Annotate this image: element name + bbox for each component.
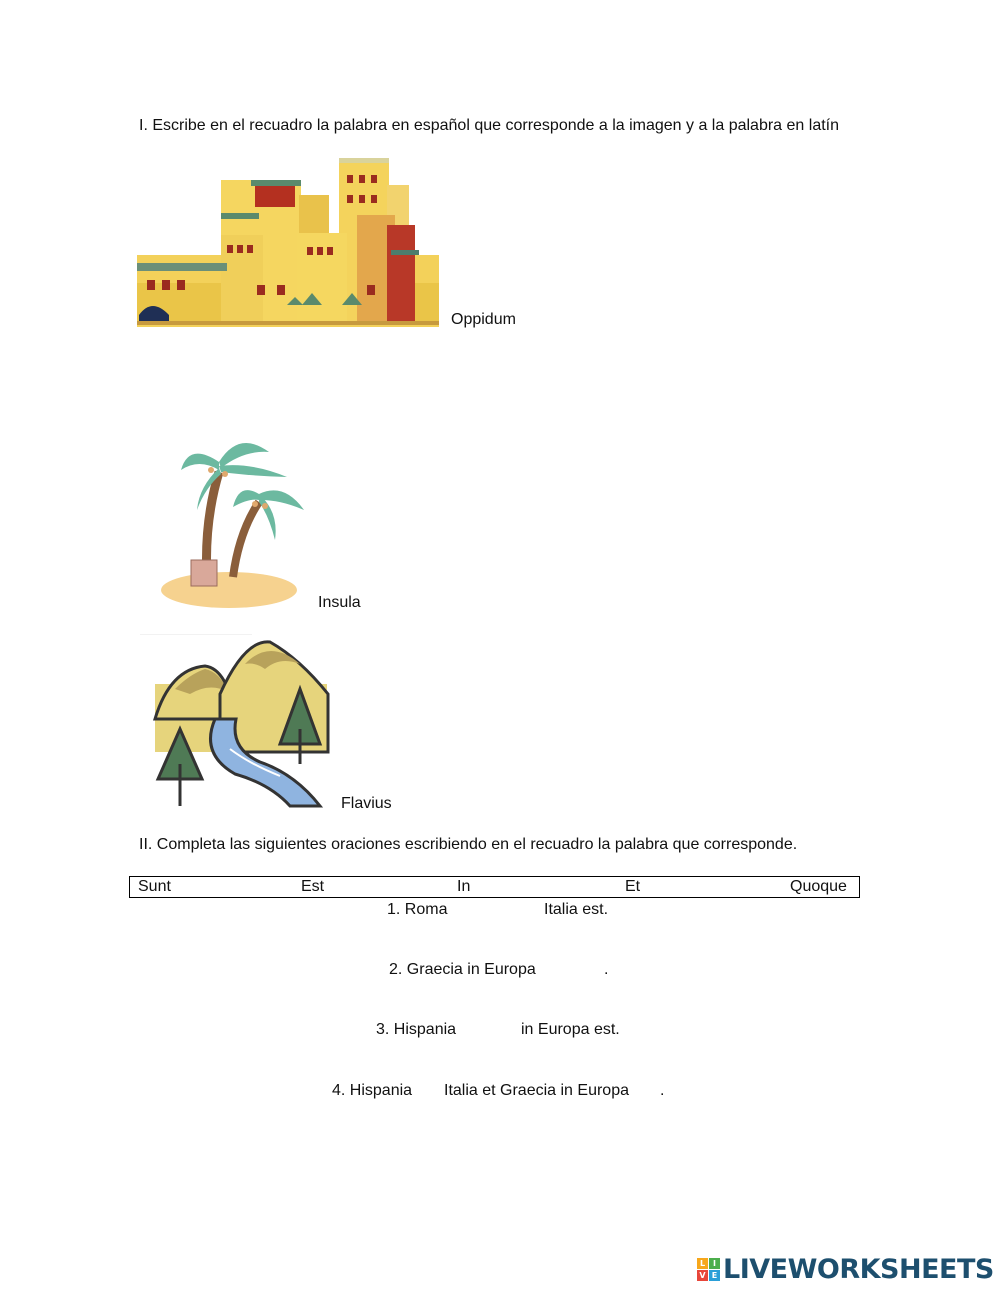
mountain-river-icon — [140, 634, 335, 809]
brand-logo — [697, 1254, 994, 1284]
section2-instruction: II. Completa las siguientes oraciones escribiendo en el recuadro la palabra que corresponde. — [139, 836, 798, 853]
palm-island-icon — [159, 432, 307, 610]
sentence-4-part2: Italia et Graecia in Europa — [444, 1082, 629, 1099]
word-bank-item: Sunt — [138, 878, 171, 895]
word-bank-item: In — [457, 878, 471, 895]
sentence-3-part1: 3. Hispania — [376, 1021, 457, 1038]
item-latin-oppidum: Oppidum — [451, 311, 516, 328]
sentence-2-part1: 2. Graecia in Europa — [389, 961, 536, 978]
logo-letter: L — [697, 1258, 708, 1269]
liveworksheets-logo-icon — [697, 1258, 720, 1281]
sentence-4-part1: 4. Hispania — [332, 1082, 413, 1099]
word-bank — [129, 876, 860, 898]
section1-instruction: I. Escribe en el recuadro la palabra en español que corresponde a la imagen y a la palabra en latín — [139, 117, 840, 134]
logo-letter: E — [709, 1270, 720, 1281]
city-buildings-icon — [137, 155, 439, 327]
word-bank-item: Est — [301, 878, 325, 895]
item-latin-flavius: Flavius — [341, 795, 392, 812]
sentence-1-part1: 1. Roma — [387, 901, 448, 918]
brand-name: LIVEWORKSHEETS — [723, 1253, 994, 1285]
item-latin-insula: Insula — [318, 594, 361, 611]
word-bank-item: Quoque — [790, 878, 847, 895]
logo-letter: I — [709, 1258, 720, 1269]
sentence-3-part2: in Europa est. — [521, 1021, 620, 1038]
word-bank-item: Et — [625, 878, 641, 895]
sentence-1-part2: Italia est. — [544, 901, 609, 918]
logo-letter: V — [697, 1270, 708, 1281]
sentence-2-part2: . — [604, 961, 609, 978]
sentence-4-part3: . — [660, 1082, 665, 1099]
